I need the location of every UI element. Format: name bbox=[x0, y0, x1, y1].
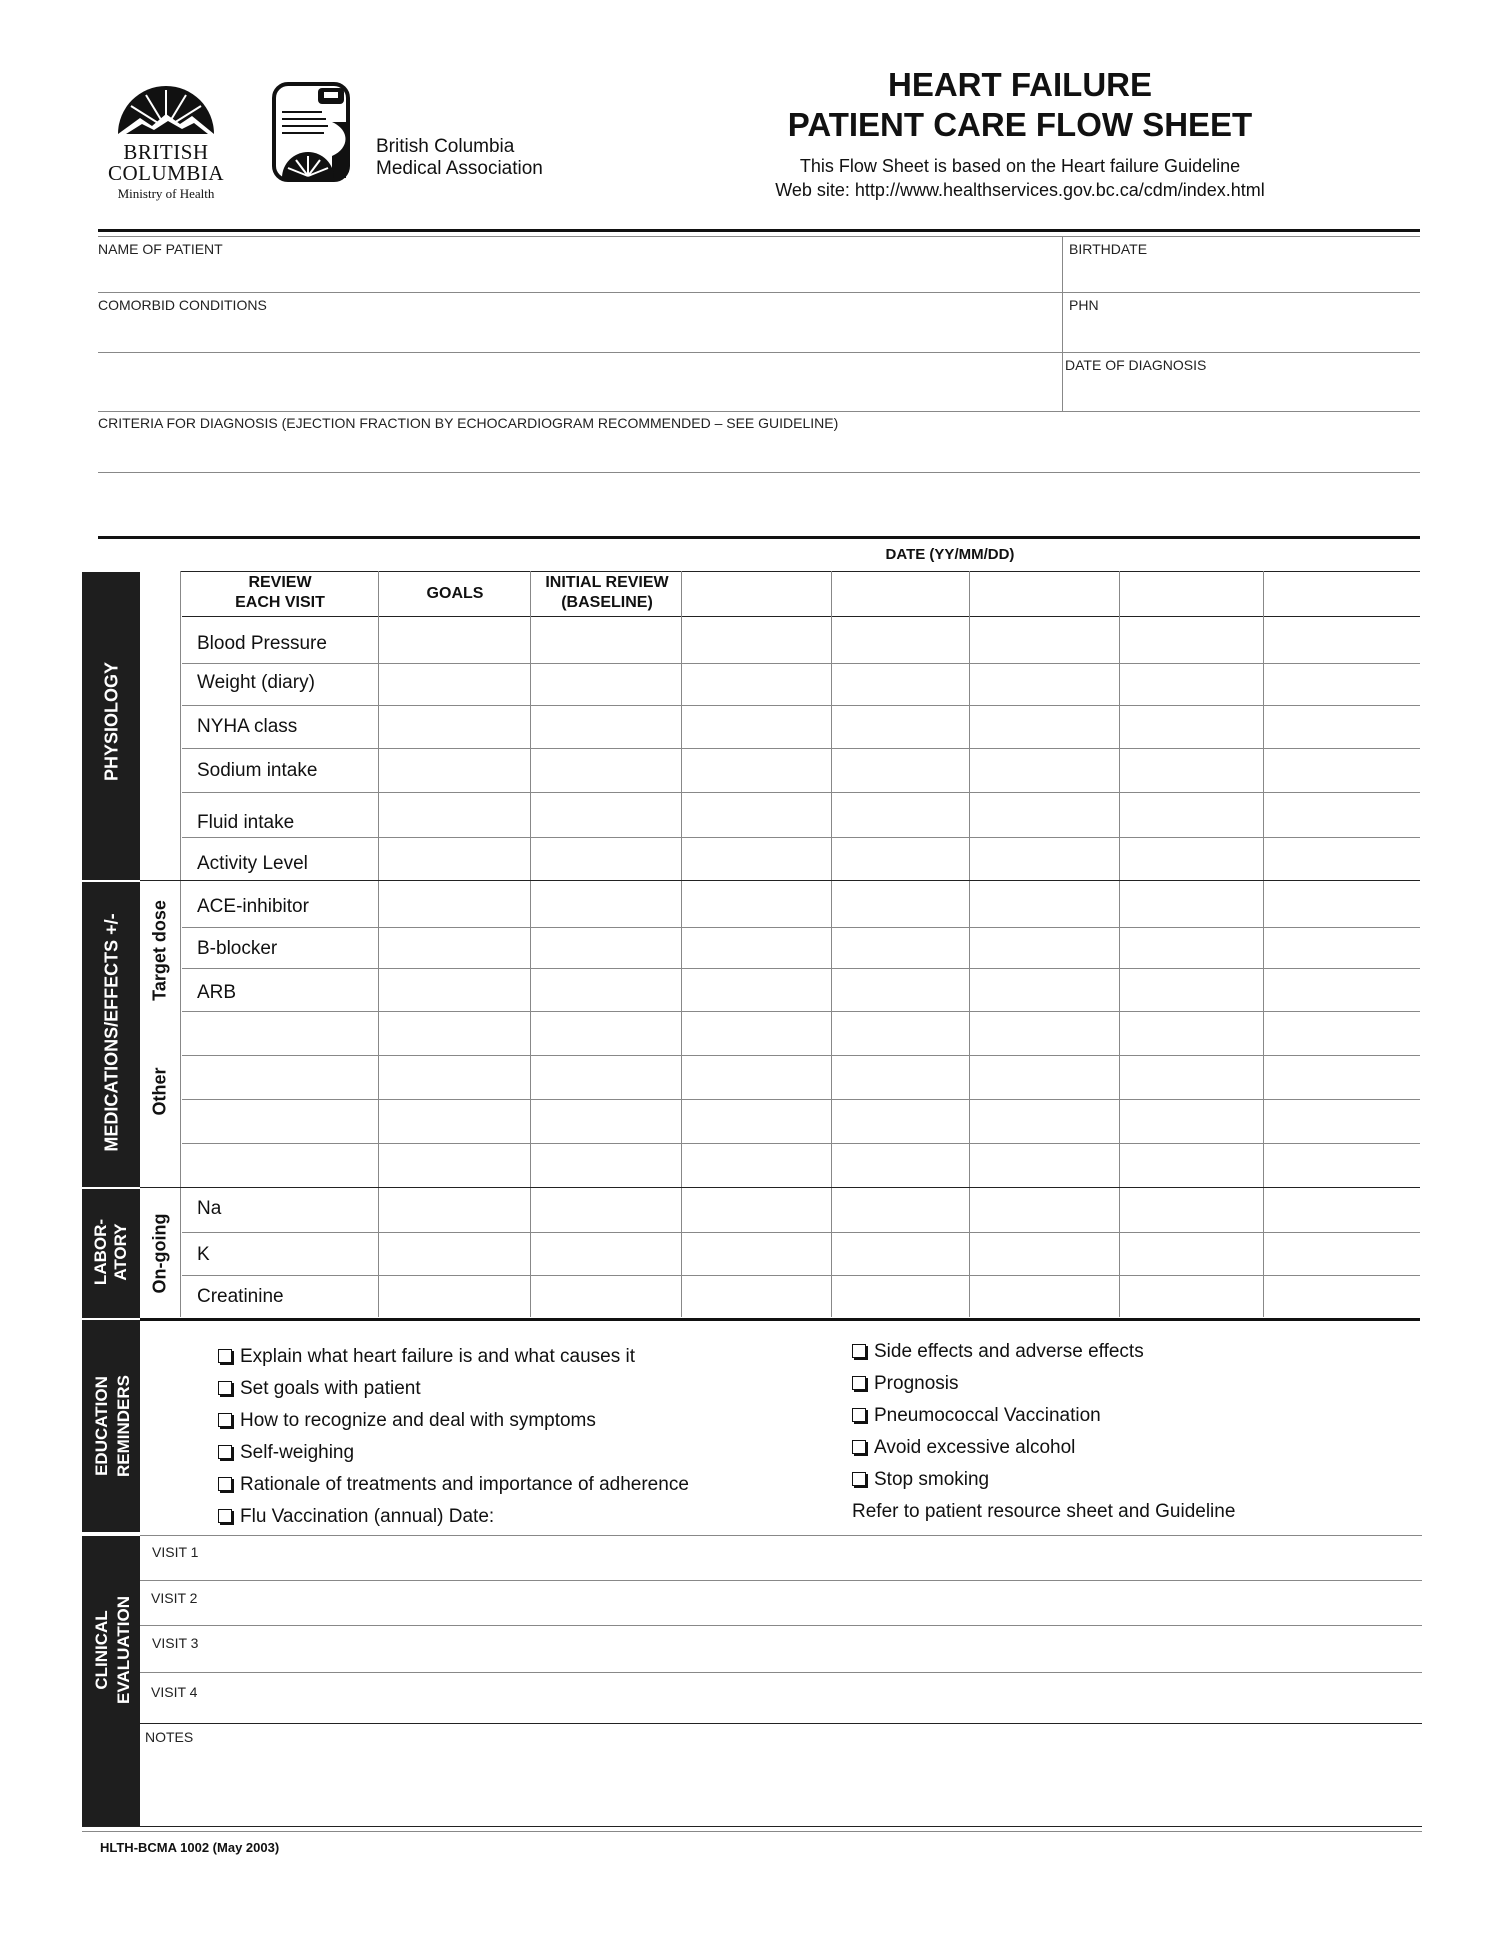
table-row-label: B-blocker bbox=[197, 938, 278, 959]
laboratory-section-label: LABOR- ATORY bbox=[82, 1189, 140, 1318]
notes-field[interactable]: NOTES bbox=[145, 1729, 194, 1745]
table-row-label: Sodium intake bbox=[197, 760, 318, 781]
visit-4-field[interactable]: VISIT 4 bbox=[151, 1684, 198, 1700]
checkbox-icon[interactable] bbox=[218, 1509, 232, 1523]
col-header-review-line2: EACH VISIT bbox=[235, 594, 325, 611]
checkbox-icon[interactable] bbox=[218, 1477, 232, 1491]
table-row-label: Na bbox=[197, 1198, 222, 1219]
ongoing-subsection-label: On-going bbox=[149, 1213, 170, 1294]
date-header: DATE (YY/MM/DD) bbox=[885, 546, 1015, 563]
table-row-label: Blood Pressure bbox=[197, 633, 327, 654]
bcma-emblem-icon bbox=[272, 82, 354, 182]
other-subsection-label: Other bbox=[149, 1067, 170, 1116]
checklist-item[interactable]: Avoid excessive alcohol bbox=[852, 1432, 1235, 1464]
date-of-diagnosis-field[interactable]: DATE OF DIAGNOSIS bbox=[1065, 357, 1207, 373]
checklist-item[interactable]: Pneumococcal Vaccination bbox=[852, 1400, 1235, 1432]
bcma-name-line2: Medical Association bbox=[376, 158, 543, 179]
checkbox-icon[interactable] bbox=[218, 1381, 232, 1395]
checkbox-icon[interactable] bbox=[218, 1445, 232, 1459]
col-header-initial-line1: INITIAL REVIEW bbox=[545, 574, 669, 591]
checklist-item[interactable]: Self-weighing bbox=[218, 1437, 689, 1469]
checklist-item[interactable]: Set goals with patient bbox=[218, 1373, 689, 1405]
target-dose-subsection-label: Target dose bbox=[149, 900, 170, 1001]
medications-section-label: MEDICATIONS/EFFECTS +/- bbox=[82, 882, 140, 1187]
table-row-label: NYHA class bbox=[197, 716, 298, 737]
checkbox-icon[interactable] bbox=[218, 1413, 232, 1427]
page-subtitle: This Flow Sheet is based on the Heart failure Guideline bbox=[799, 156, 1241, 176]
bc-logo-line2: COLUMBIA bbox=[107, 161, 224, 185]
page-title-line1: HEART FAILURE bbox=[888, 66, 1152, 103]
table-row-label: ACE-inhibitor bbox=[197, 896, 309, 917]
bc-government-logo bbox=[96, 68, 236, 204]
visit-2-field[interactable]: VISIT 2 bbox=[151, 1590, 198, 1606]
bcma-logo bbox=[272, 82, 572, 182]
visit-3-field[interactable]: VISIT 3 bbox=[152, 1635, 199, 1651]
table-row-label: ARB bbox=[197, 982, 237, 1003]
table-row-label: Activity Level bbox=[197, 853, 308, 874]
col-header-goals: GOALS bbox=[426, 585, 484, 602]
phn-field[interactable]: PHN bbox=[1069, 297, 1099, 313]
checklist-item[interactable]: Flu Vaccination (annual) Date: bbox=[218, 1501, 689, 1533]
checklist-item[interactable]: Stop smoking bbox=[852, 1464, 1235, 1496]
education-note: Refer to patient resource sheet and Guideline bbox=[852, 1501, 1236, 1522]
checklist-item[interactable]: Prognosis bbox=[852, 1368, 1235, 1400]
bc-logo-line1: BRITISH bbox=[123, 140, 209, 164]
checkbox-icon[interactable] bbox=[852, 1408, 866, 1422]
col-header-review-line1: REVIEW bbox=[248, 574, 312, 591]
checklist-item[interactable]: Side effects and adverse effects bbox=[852, 1336, 1235, 1368]
bcma-name-line1: British Columbia bbox=[376, 136, 515, 157]
checkbox-icon[interactable] bbox=[852, 1440, 866, 1454]
education-section-label: EDUCATION REMINDERS bbox=[82, 1320, 140, 1532]
checklist-item[interactable]: How to recognize and deal with symptoms bbox=[218, 1405, 689, 1437]
col-header-initial-line2: (BASELINE) bbox=[561, 594, 653, 611]
page-title-line2: PATIENT CARE FLOW SHEET bbox=[787, 106, 1253, 143]
table-row-label: K bbox=[197, 1244, 210, 1265]
checkbox-icon[interactable] bbox=[852, 1376, 866, 1390]
criteria-for-diagnosis-field[interactable]: CRITERIA FOR DIAGNOSIS (EJECTION FRACTION BY ECHOCARDIOGRAM RECOMMENDED – SEE GUIDELINE) bbox=[98, 415, 839, 431]
notes-section-sidebar bbox=[82, 1732, 140, 1826]
checkbox-icon[interactable] bbox=[218, 1349, 232, 1363]
rising-sun-icon bbox=[96, 68, 236, 140]
visit-1-field[interactable]: VISIT 1 bbox=[152, 1544, 199, 1560]
physiology-section-label: PHYSIOLOGY bbox=[82, 572, 140, 880]
comorbid-conditions-field[interactable]: COMORBID CONDITIONS bbox=[98, 297, 267, 313]
table-row-label: Weight (diary) bbox=[197, 672, 315, 693]
bc-logo-ministry: Ministry of Health bbox=[117, 186, 215, 201]
table-row-label: Creatinine bbox=[197, 1286, 284, 1307]
checklist-item[interactable]: Explain what heart failure is and what causes it bbox=[218, 1341, 689, 1373]
checkbox-icon[interactable] bbox=[852, 1472, 866, 1486]
name-of-patient-field[interactable]: NAME OF PATIENT bbox=[98, 241, 223, 257]
birthdate-field[interactable]: BIRTHDATE bbox=[1069, 241, 1148, 257]
checklist-item[interactable]: Rationale of treatments and importance of adherence bbox=[218, 1469, 689, 1501]
table-row-label: Fluid intake bbox=[197, 812, 295, 833]
website-line: Web site: http://www.healthservices.gov.bc.ca/cdm/index.html bbox=[775, 180, 1265, 200]
clinical-evaluation-section-label: CLINICAL EVALUATION bbox=[82, 1536, 140, 1732]
form-code: HLTH-BCMA 1002 (May 2003) bbox=[100, 1840, 280, 1855]
checkbox-icon[interactable] bbox=[852, 1344, 866, 1358]
